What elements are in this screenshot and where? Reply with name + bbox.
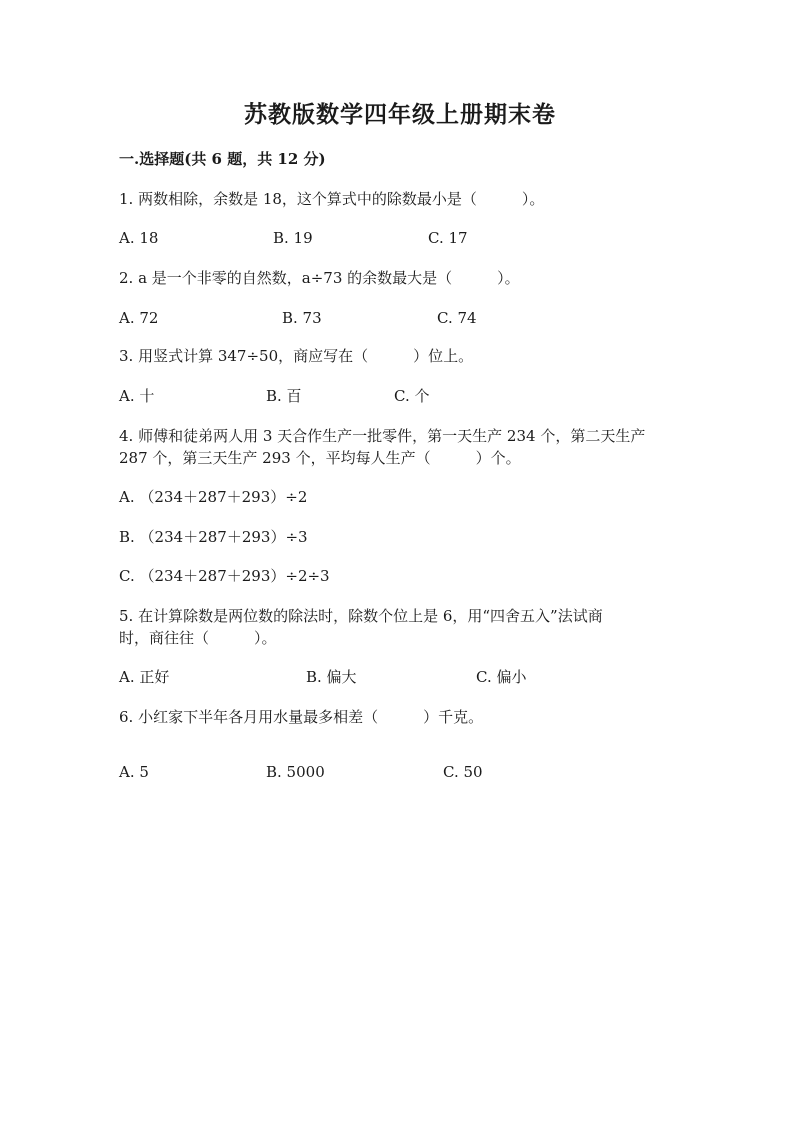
question-5-option-a: A. 正好	[119, 668, 170, 686]
question-2-option-b: B. 73	[282, 309, 322, 327]
question-6-option-b: B. 5000	[266, 763, 325, 781]
question-2-option-a: A. 72	[119, 309, 159, 327]
question-1-text: 1. 两数相除，余数是 18，这个算式中的除数最小是（ ）。	[119, 190, 545, 208]
question-6-option-c: C. 50	[443, 763, 483, 781]
question-1-option-b: B. 19	[273, 229, 313, 247]
question-4-text-line-1: 4. 师傅和徒弟两人用 3 天合作生产一批零件，第一天生产 234 个，第二天生产	[119, 427, 646, 445]
question-4-text-line-2: 287 个，第三天生产 293 个，平均每人生产（ ）个。	[119, 449, 521, 467]
question-3-option-b: B. 百	[266, 387, 302, 405]
page-title: 苏教版数学四年级上册期末卷	[244, 101, 556, 128]
question-1-option-c: C. 17	[428, 229, 468, 247]
question-5-text-line-2: 时，商往往（ ）。	[119, 629, 277, 647]
question-6-option-a: A. 5	[119, 763, 149, 781]
question-4-option-c: C. （234＋287＋293）÷2÷3	[119, 567, 330, 585]
question-5-text-line-1: 5. 在计算除数是两位数的除法时，除数个位上是 6，用“四舍五入”法试商	[119, 607, 603, 625]
section-heading: 一.选择题(共 6 题，共 12 分)	[119, 150, 326, 168]
question-2-text: 2. a 是一个非零的自然数，a÷73 的余数最大是（ ）。	[119, 269, 520, 287]
question-4-option-b: B. （234＋287＋293）÷3	[119, 528, 308, 546]
question-2-option-c: C. 74	[437, 309, 477, 327]
question-4-option-a: A. （234＋287＋293）÷2	[119, 488, 308, 506]
question-3-option-c: C. 个	[394, 387, 430, 405]
question-6-text: 6. 小红家下半年各月用水量最多相差（ ）千克。	[119, 708, 484, 726]
question-5-option-c: C. 偏小	[476, 668, 527, 686]
question-5-option-b: B. 偏大	[306, 668, 357, 686]
question-1-option-a: A. 18	[119, 229, 159, 247]
question-3-text: 3. 用竖式计算 347÷50，商应写在（ ）位上。	[119, 347, 474, 365]
question-3-option-a: A. 十	[119, 387, 155, 405]
